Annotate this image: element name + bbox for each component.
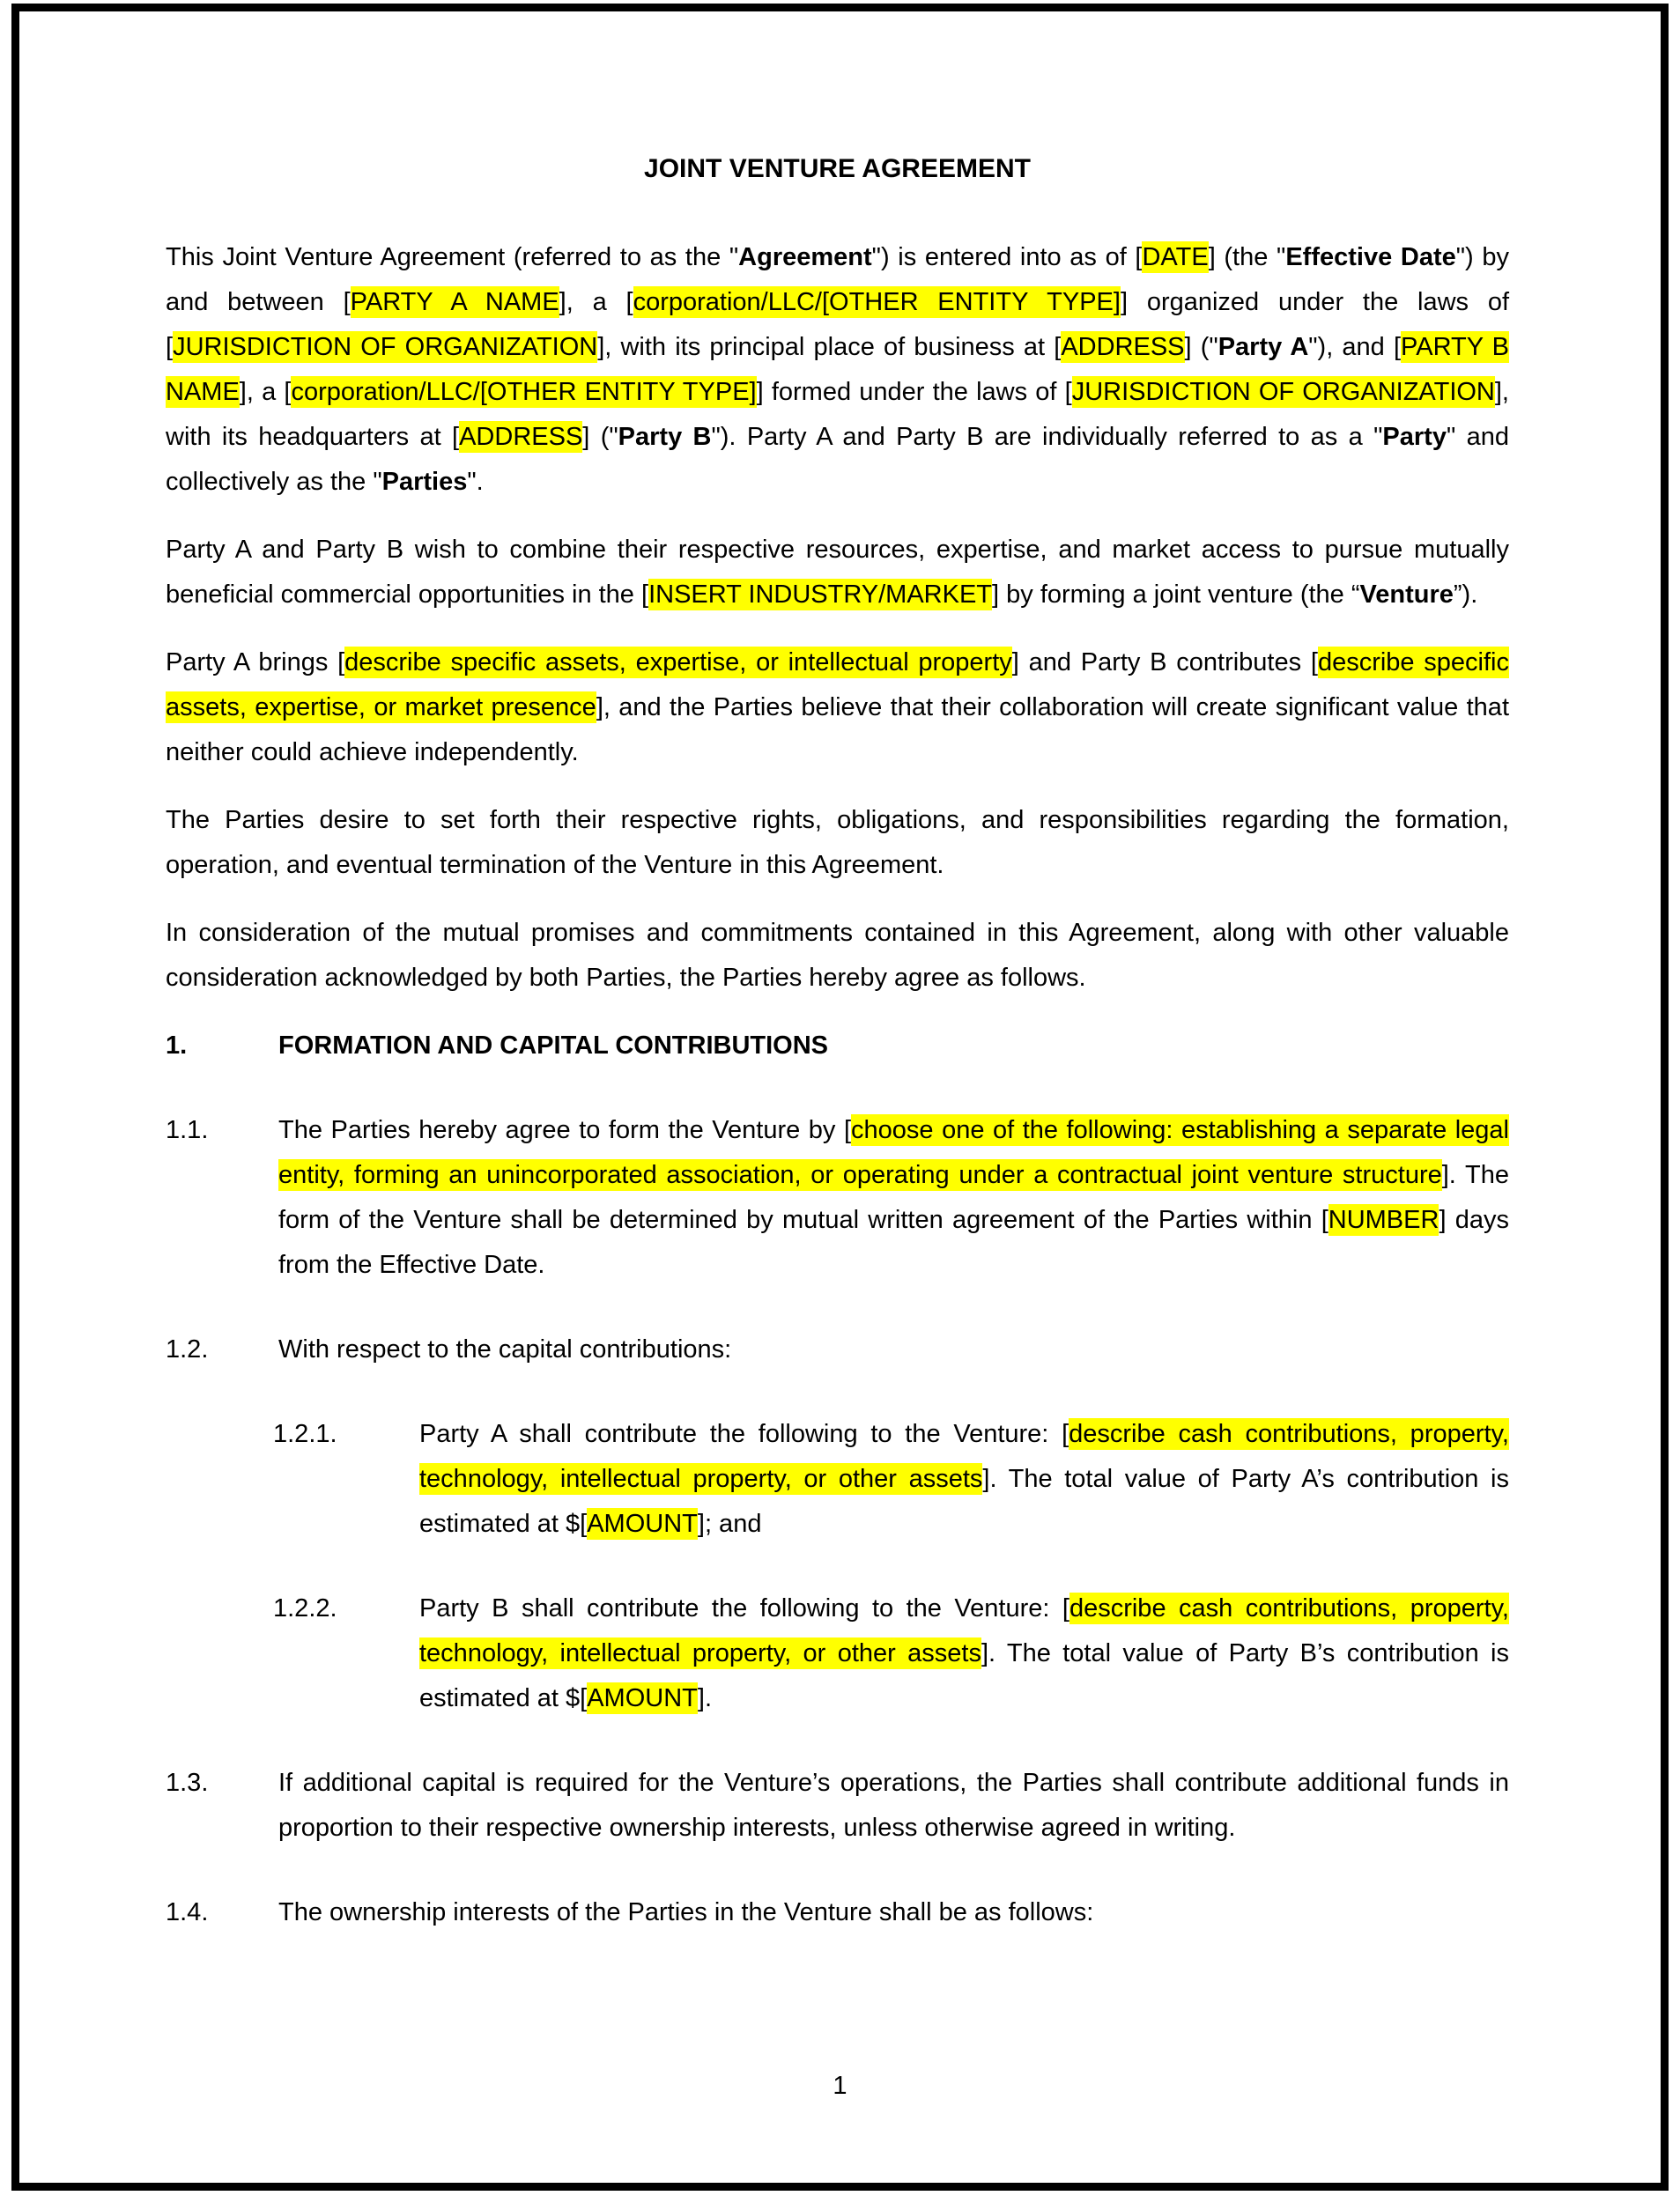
text-run: Party A [1217, 333, 1309, 361]
placeholder-highlight: JURISDICTION OF ORGANIZATION [173, 333, 598, 361]
text-run: Party [1382, 423, 1447, 451]
placeholder-highlight: INSERT INDUSTRY/MARKET [648, 580, 993, 609]
clause-text [419, 1412, 1509, 1547]
text-run: ] (" [582, 423, 618, 451]
placeholder-highlight: ADDRESS [1061, 333, 1185, 361]
text-run: "), and [ [1308, 333, 1402, 361]
text-run: Party A and Party B wish to combine their respective resources, expertise, and market access to pursue mutually beneficial commercial opportunities in the [ [166, 536, 1509, 609]
text-run: Parties [381, 468, 468, 496]
paragraph [166, 911, 1509, 1001]
text-run: ] days from the Effective Date. [278, 1206, 1509, 1279]
text-run: ". [467, 468, 484, 496]
numbered-clause [166, 1586, 1509, 1721]
text-run: ”). [1453, 580, 1478, 609]
document-title: JOINT VENTURE AGREEMENT [644, 154, 1031, 183]
text-run: ]; and [697, 1510, 762, 1538]
clause-text [278, 1890, 1509, 1935]
text-run: ], and the Parties believe that their collaboration will create significant value that neither could achieve independently. [166, 693, 1509, 766]
clause-number: 1.2. [166, 1335, 209, 1364]
text-run: ] (the " [1208, 243, 1286, 271]
text-run: ], with its headquarters at [ [166, 378, 1509, 451]
numbered-clause [166, 1890, 1509, 1935]
numbered-clause [166, 1108, 1509, 1288]
paragraph [166, 640, 1509, 775]
text-run: ] (" [1184, 333, 1218, 361]
text-run: FORMATION AND CAPITAL CONTRIBUTIONS [278, 1031, 828, 1060]
text-run: ] organized under the laws of [ [166, 288, 1510, 361]
text-run: Party A brings [ [166, 648, 345, 676]
text-run: Party B shall contribute the following to the Venture: [ [419, 1594, 1069, 1623]
document-content [166, 152, 1509, 1975]
text-run: Party A shall contribute the following to the Venture: [ [419, 1420, 1069, 1448]
text-run: Effective Date [1285, 243, 1456, 271]
placeholder-highlight: PARTY A NAME [350, 288, 559, 316]
clause-text [278, 1108, 1509, 1288]
placeholder-highlight: ADDRESS [459, 423, 583, 451]
placeholder-highlight: describe cash contributions, property, technology, intellectual property, or other assets [419, 1420, 1509, 1493]
placeholder-highlight: describe specific assets, expertise, or market presence [166, 648, 1510, 721]
placeholder-highlight: NUMBER [1328, 1206, 1439, 1234]
text-run: ], with its principal place of business at [ [597, 333, 1062, 361]
text-run: ]. [697, 1684, 713, 1712]
text-run: ], a [ [239, 378, 292, 406]
placeholder-highlight: corporation/LLC/[OTHER ENTITY TYPE] [291, 378, 757, 406]
text-run: The Parties hereby agree to form the Venture by [ [278, 1116, 852, 1144]
paragraph [166, 798, 1509, 888]
clause-number: 1.2.2. [273, 1594, 337, 1623]
text-run: "). Party A and Party B are individually referred to as a " [711, 423, 1383, 451]
text-run: ] formed under the laws of [ [756, 378, 1072, 406]
text-run: ], a [ [559, 288, 633, 316]
text-run: ]. The total value of Party B’s contribution is estimated at $[ [419, 1639, 1509, 1712]
placeholder-highlight: PARTY B NAME [166, 333, 1510, 406]
clause-number: 1.2.1. [273, 1420, 337, 1448]
placeholder-highlight: corporation/LLC/[OTHER ENTITY TYPE] [633, 288, 1121, 316]
text-run: ]. The total value of Party A’s contribution is estimated at $[ [419, 1465, 1509, 1538]
section-heading [166, 1024, 1509, 1068]
paragraph [166, 528, 1509, 617]
placeholder-highlight: DATE [1142, 243, 1209, 271]
numbered-clause [166, 1327, 1509, 1372]
placeholder-highlight: AMOUNT [587, 1684, 698, 1712]
placeholder-highlight: AMOUNT [587, 1510, 698, 1538]
clause-number: 1.4. [166, 1898, 209, 1926]
clause-text [278, 1761, 1509, 1851]
placeholder-highlight: describe specific assets, expertise, or intellectual property [344, 648, 1012, 676]
clause-text [278, 1327, 1509, 1372]
clause-number: 1.3. [166, 1769, 209, 1797]
clause-number: 1.1. [166, 1116, 209, 1144]
clause-number: 1. [166, 1031, 188, 1060]
text-run: ") is entered into as of [ [871, 243, 1143, 271]
clause-text [419, 1586, 1509, 1721]
page-number: 1 [833, 2072, 847, 2100]
numbered-clause [166, 1412, 1509, 1547]
text-run: " and collectively as the " [166, 423, 1509, 496]
paragraph [166, 235, 1509, 505]
text-run: The Parties desire to set forth their respective rights, obligations, and responsibilities regarding the formation, operation, and eventual termination of the Venture in this Agreement. [166, 806, 1509, 879]
text-run: ] by forming a joint venture (the “ [992, 580, 1360, 609]
text-run: In consideration of the mutual promises and commitments contained in this Agreement, along with other valuable consideration acknowledged by both Parties, the Parties hereby agree as follows. [166, 919, 1509, 992]
text-run: Party B [618, 423, 712, 451]
text-run: ] and Party B contributes [ [1011, 648, 1318, 676]
placeholder-highlight: JURISDICTION OF ORGANIZATION [1071, 378, 1495, 406]
text-run: ") by and between [ [166, 243, 1509, 316]
text-run: Venture [1359, 580, 1454, 609]
text-run: With respect to the capital contributions: [278, 1335, 732, 1364]
text-run: The ownership interests of the Parties in the Venture shall be as follows: [278, 1898, 1094, 1926]
placeholder-highlight: describe cash contributions, property, technology, intellectual property, or other assets [419, 1594, 1509, 1667]
text-run: If additional capital is required for the Venture’s operations, the Parties shall contribute additional funds in proportion to their respective ownership interests, unless otherwise agreed in writing. [278, 1769, 1509, 1842]
text-run: This Joint Venture Agreement (referred to as the " [166, 243, 739, 271]
text-run: Agreement [738, 243, 872, 271]
clause-text [278, 1024, 1509, 1068]
text-run: ]. The form of the Venture shall be determined by mutual written agreement of the Parties within [ [278, 1161, 1509, 1234]
placeholder-highlight: choose one of the following: establishing a separate legal entity, forming an unincorporated association, or operating under a contractual joint venture structure [278, 1116, 1509, 1189]
document-blocks [166, 235, 1509, 1935]
numbered-clause [166, 1761, 1509, 1851]
